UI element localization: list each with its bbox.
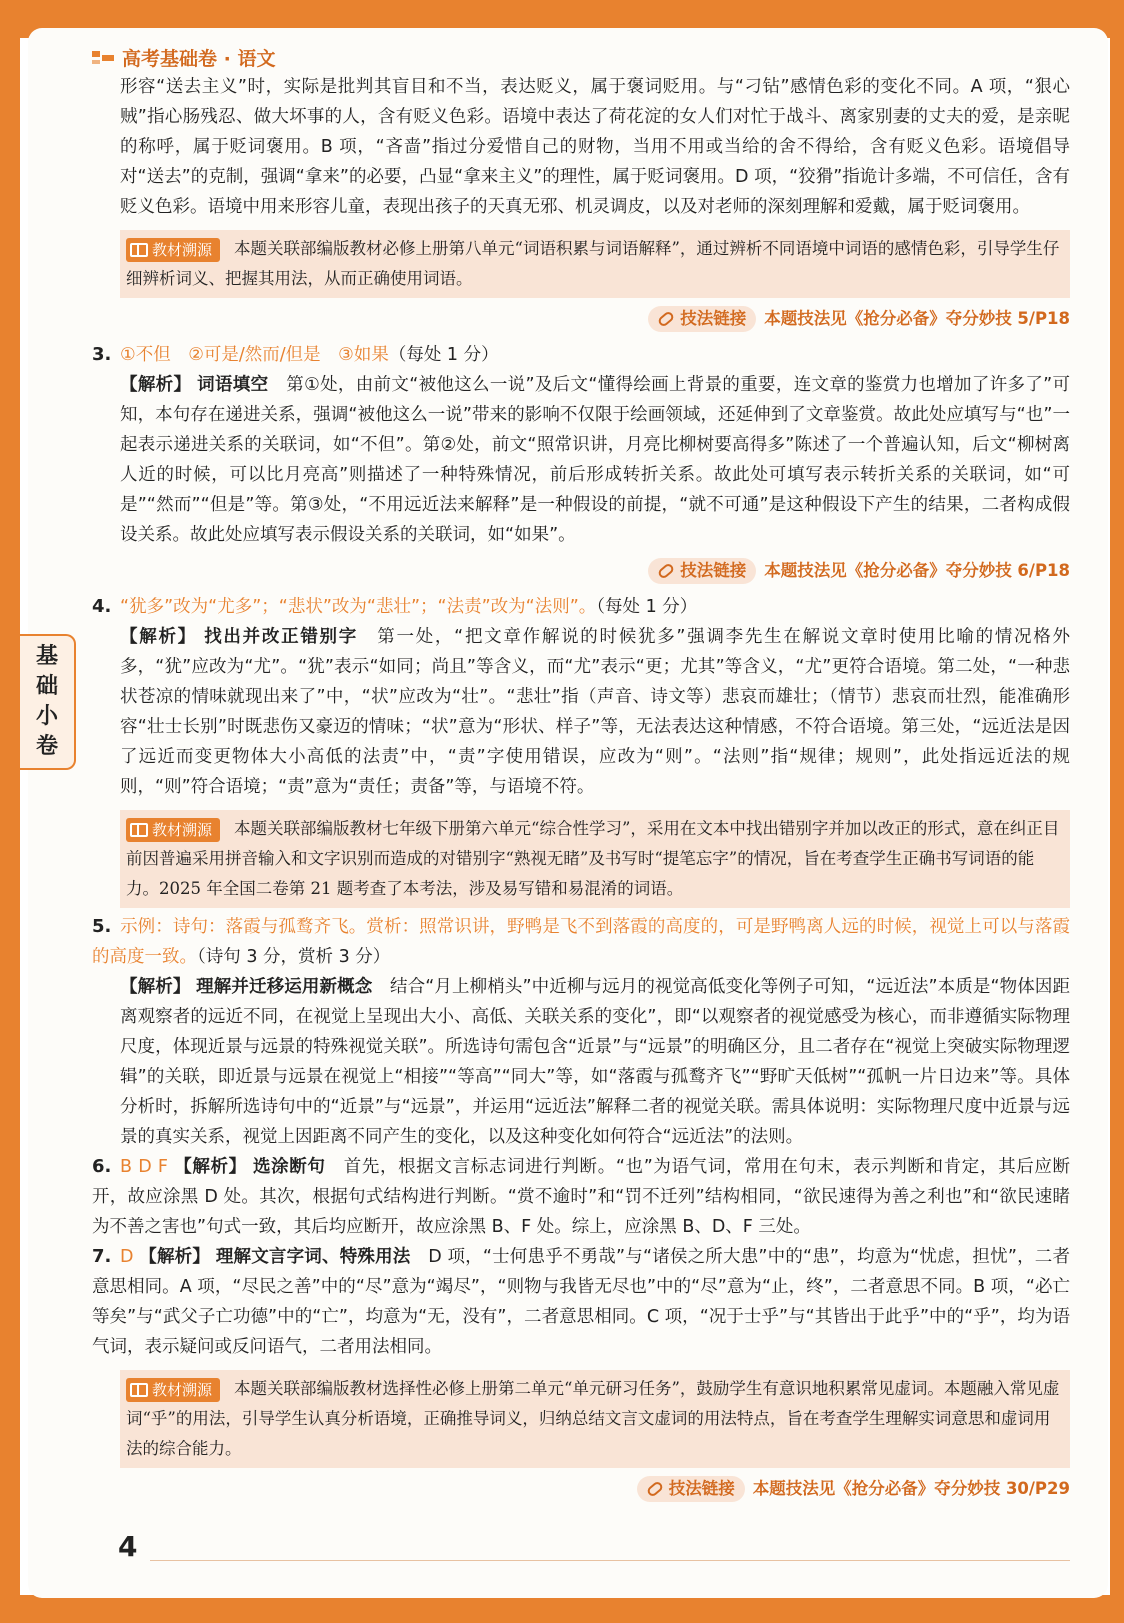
header-title: 高考基础卷 · 语文: [122, 48, 276, 70]
link-icon: [657, 310, 676, 328]
answer-text: B D F: [120, 1157, 168, 1177]
book-icon: [130, 823, 148, 837]
skill-text: 本题技法见《抢分必备》夺分妙技 5/P18: [764, 309, 1070, 328]
analysis-keyword: 理解并迁移运用新概念: [196, 977, 373, 997]
analysis-text: D 项，“士何患乎不勇哉”与“诸侯之所大患”中的“患”，均意为“忧虑，担忧”，二者意思相同。A 项，“尽民之善”中的“尽”意为“竭尽”，“则物与我皆无尽也”中的“尽”意为“止，终”，二者意思不同。B 项，“必亡等矣”与“武父子亡功德”中的“亡”，均意为“无，没有”，二者意思相同。C 项，“况于士乎”与“其皆出于此乎”中的“乎”，均为语气词，表示疑问或反问语气，二者用法相同。: [92, 1247, 1070, 1357]
analysis-label: 【解析】: [139, 1247, 211, 1267]
q3-answer: [92, 340, 1070, 370]
skill-tag-label: 技法链接: [668, 1479, 735, 1498]
frame-bottom: [0, 1595, 1124, 1623]
q6-answer: [92, 1152, 1070, 1242]
source-text: 本题关联部编版教材选择性必修上册第二单元“单元研习任务”，鼓励学生有意识地积累常见虚词。本题融入常见虚词“乎”的用法，引导学生认真分析语境，正确推导词义，归纳总结文言文虚词的用法特点，旨在考查学生理解实词意思和虚词用法的综合能力。: [126, 1379, 1060, 1458]
source-tag-label: 教材溯源: [152, 1380, 213, 1399]
analysis-keyword: 理解文言字词、特殊用法: [215, 1247, 411, 1267]
q3-analysis: [92, 370, 1070, 550]
source-tag: [126, 818, 220, 842]
link-icon: [657, 562, 676, 580]
analysis-text: 首先，根据文言标志词进行判断。“也”为语气词，常用在句末，表示判断和肯定，其后应断开，故应涂黑 D 处。其次，根据句式结构进行判断。“赏不逾时”和“罚不迁列”结构相同，“欲民速得为善之利也”和“欲民速睹为不善之害也”句式一致，其后均应断开，故应涂黑 B、F 处。综上，应涂黑 B、D、F 三处。: [92, 1157, 1071, 1237]
source-tag-label: 教材溯源: [152, 820, 213, 839]
analysis-text: 结合“月上柳梢头”中近柳与远月的视觉高低变化等例子可知，“远近法”本质是“物体因距离观察者的远近不同，在视觉上呈现出大小、高低、关联关系的变化”，即“以观察者的视觉感受为核心，而非遵循实际物理尺度，体现近景与远景的特殊视觉关联”。所选诗句需包含“近景”与“远景”的明确区分，且二者存在“视觉上突破实际物理逻辑”的关联，即近景与远景在视觉上“相接”“等高”“同大”等，如“落霞与孤鹜齐飞”“野旷天低树”“孤帆一片日边来”等。具体分析时，拆解所选诗句中的“近景”与“远景”，并运用“远近法”解释二者的视觉关联。需具体说明：实际物理尺度中近景与远景的真实关系，视觉上因距离不同产生的变化，以及这种变化如何符合“远近法”的法则。: [120, 977, 1071, 1147]
skill-tag: [648, 558, 756, 584]
q5-answer: [92, 912, 1070, 972]
side-tab-char: 卷: [35, 734, 58, 759]
source-tag: [126, 238, 220, 262]
skill-tag: [648, 306, 756, 332]
book-icon: [130, 1383, 148, 1397]
intro-text: 形容“送去主义”时，实际是批判其盲目和不当，表达贬义，属于褒词贬用。与“刁钻”感情色彩的变化不同。A 项，“狠心贼”指心肠残忍、做大坏事的人，含有贬义色彩。语境中表达了荷花淀的女人们对忙于战斗、离家别妻的丈夫的爱，是亲昵的称呼，属于贬词褒用。B 项，“吝啬”指过分爱惜自己的财物，当用不用或当给的舍不得给，含有贬义色彩。语境倡导对“送去”的克制，强调“拿来”的必要，凸显“拿来主义”的理性，属于贬词褒用。D 项，“狡猾”指诡计多端，不可信任，含有贬义色彩。语境中用来形容儿童，表现出孩子的天真无邪、机灵调皮，以及对老师的深刻理解和爱戴，属于贬词褒用。: [120, 77, 1070, 217]
footer-divider: [150, 1560, 1070, 1561]
question-number: 4.: [92, 596, 112, 617]
q4-analysis: [92, 622, 1070, 802]
answer-text: ①不但 ②可是/然而/但是 ③如果: [120, 345, 389, 365]
analysis-label: 【解析】: [174, 1157, 247, 1177]
side-tab-char: 础: [35, 674, 58, 699]
score-note: （每处 1 分）: [596, 597, 698, 617]
side-tab-char: 小: [35, 704, 58, 729]
page-header: [92, 44, 275, 71]
answer-text: D: [120, 1247, 134, 1267]
book-icon: [130, 243, 148, 257]
skill-tag-label: 技法链接: [680, 309, 747, 328]
analysis-keyword: 选涂断句: [252, 1157, 326, 1177]
q5-analysis: [92, 972, 1070, 1152]
skill-text: 本题技法见《抢分必备》夺分妙技 30/P29: [752, 1479, 1070, 1498]
question-number: 7.: [92, 1246, 112, 1267]
q7-answer: [92, 1242, 1070, 1362]
source-tag-label: 教材溯源: [152, 240, 213, 259]
analysis-label: 【解析】: [120, 627, 197, 647]
question-number: 6.: [92, 1156, 112, 1177]
source-box: [120, 810, 1070, 908]
question-number: 3.: [92, 344, 112, 365]
source-text: 本题关联部编版教材七年级下册第六单元“综合性学习”，采用在文本中找出错别字并加以改正的形式，意在纠正目前因普遍采用拼音输入和文字识别而造成的对错别字“熟视无睹”及书写时“提笔忘字”的情况，旨在考查学生正确书写词语的能力。2025 年全国二卷第 21 题考查了本考法，涉及易写错和易混淆的词语。: [126, 819, 1060, 898]
score-note: （每处 1 分）: [388, 345, 499, 365]
skill-link: [92, 1474, 1070, 1504]
analysis-keyword: 找出并改正错别字: [204, 627, 359, 647]
analysis-label: 【解析】: [120, 375, 192, 395]
source-tag: [126, 1378, 220, 1402]
skill-link: [92, 556, 1070, 586]
header-logo-icon: [92, 51, 114, 65]
q4-answer: [92, 592, 1070, 622]
analysis-label: 【解析】: [120, 977, 191, 997]
link-icon: [645, 1480, 664, 1498]
frame-right: [1110, 0, 1124, 1623]
skill-link: [92, 304, 1070, 334]
skill-text: 本题技法见《抢分必备》夺分妙技 6/P18: [764, 561, 1070, 580]
analysis-text: 第①处，由前文“被他这么一说”及后文“懂得绘画上背景的重要，连文章的鉴赏力也增加了许多了”可知，本句存在递进关系，强调“被他这么一说”带来的影响不仅限于绘画领域，还延伸到了文章鉴赏。故此处应填写与“也”一起表示递进关系的关联词，如“不但”。第②处，前文“照常识讲，月亮比柳树要高得多”陈述了一个普遍认知，后文“柳树离人近的时候，可以比月亮高”则描述了一种特殊情况，前后形成转折关系。故此处可填写表示转折关系的关联词，如“可是”“然而”“但是”等。第③处，“不用远近法来解释”是一种假设的前提，“就不可通”是这种假设下产生的结果，二者构成假设关系。故此处应填写表示假设关系的关联词，如“如果”。: [120, 375, 1071, 545]
side-tab: [20, 634, 76, 770]
answer-content: [92, 72, 1070, 1510]
skill-tag: [637, 1476, 745, 1502]
frame-left: [0, 0, 20, 1623]
source-box: [120, 1370, 1070, 1468]
answer-text: 示例：诗句：落霞与孤鹜齐飞。赏析：照常识讲，野鸭是飞不到落霞的高度的，可是野鸭离人远的时候，视觉上可以与落霞的高度一致。: [92, 917, 1070, 967]
source-box: [120, 230, 1070, 298]
question-number: 5.: [92, 916, 112, 937]
side-tab-char: 基: [35, 644, 58, 669]
source-text: 本题关联部编版教材必修上册第八单元“词语积累与词语解释”，通过辨析不同语境中词语的感情色彩，引导学生仔细辨析词义、把握其用法，从而正确使用词语。: [126, 239, 1060, 288]
page-number: 4: [118, 1530, 138, 1563]
score-note: （诗句 3 分，赏析 3 分）: [197, 947, 391, 967]
answer-text: “犹多”改为“尤多”；“悲状”改为“悲壮”；“法责”改为“法则”。: [120, 597, 597, 617]
analysis-keyword: 词语填空: [197, 375, 269, 395]
analysis-text: 第一处，“把文章作解说的时候犹多”强调李先生在解说文章时使用比喻的情况格外多，“犹”应改为“尤”。“犹”表示“如同；尚且”等含义，而“尤”表示“更；尤其”等含义，“尤”更符合语境。第二处，“一种悲状苍凉的情味就现出来了”中，“状”应改为“壮”。“悲壮”指（声音、诗文等）悲哀而雄壮；（情节）悲哀而壮烈，能准确形容“壮士长别”时既悲伤又豪迈的情味；“状”意为“形状、样子”等，无法表达这种情感，不符合语境。第三处，“远近法是因了远近而变更物体大小高低的法责”中，“责”字使用错误，应改为“则”。“法则”指“规律；规则”，此处指远近法的规则，“则”符合语境；“责”意为“责任；责备”等，与语境不符。: [120, 627, 1071, 797]
skill-tag-label: 技法链接: [680, 561, 747, 580]
